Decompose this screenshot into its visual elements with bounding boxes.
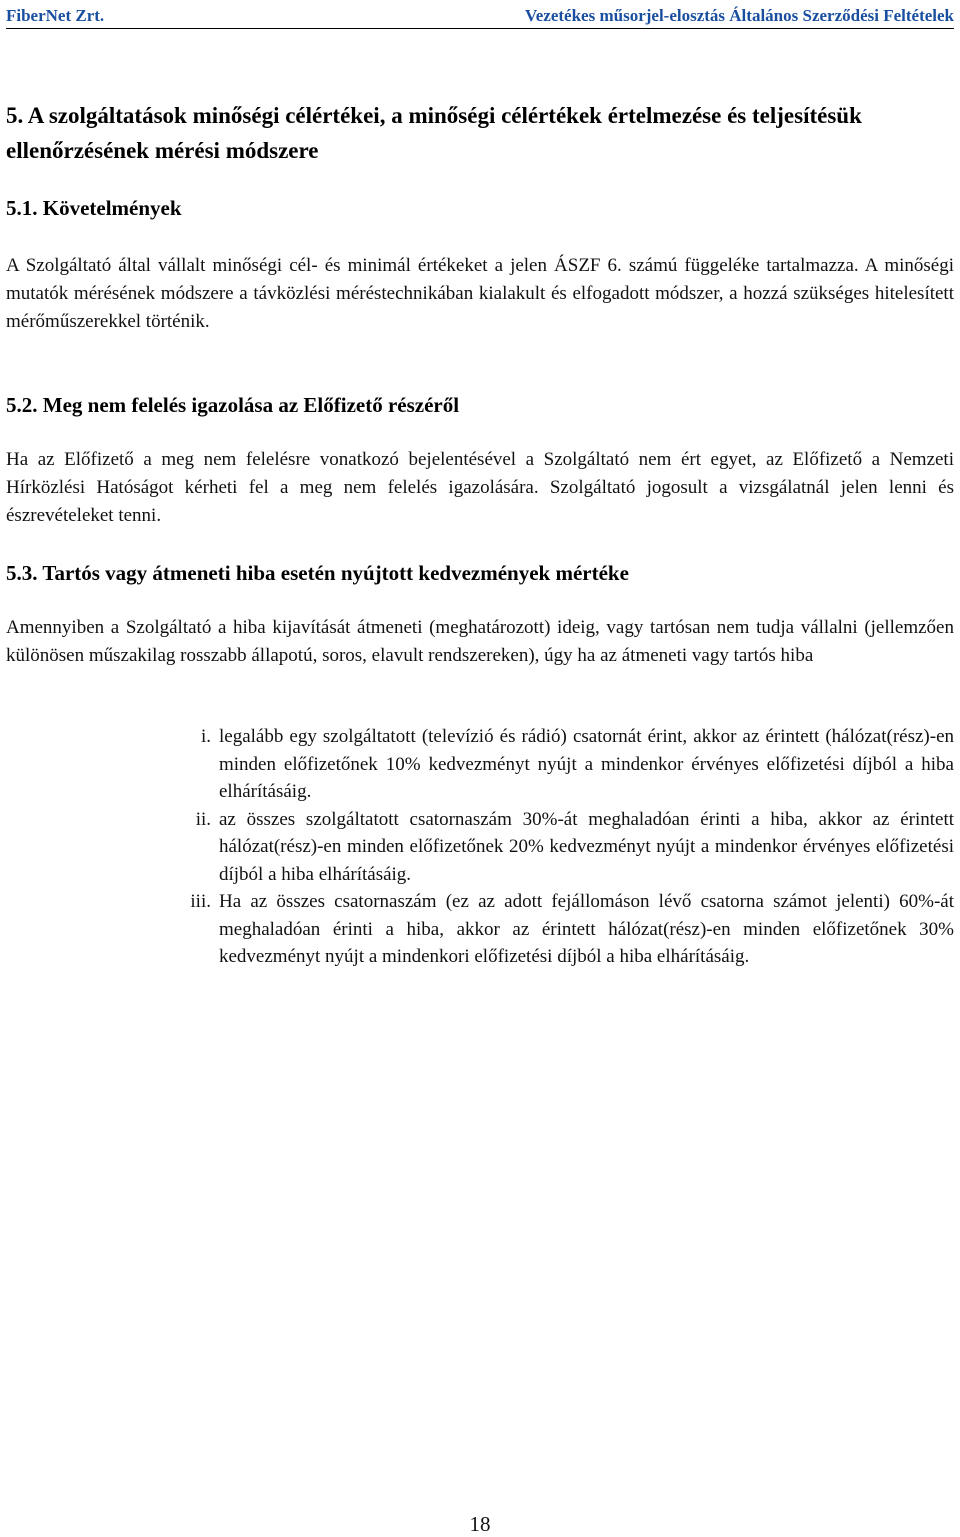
header-doc-title: Vezetékes műsorjel-elosztás Általános Szerződési Feltételek: [525, 6, 954, 25]
list-item-text: Ha az összes csatornaszám (ez az adott fejállomáson lévő csatorna számot jelenti) 60%-át meghaladóan érinti a hiba, akkor az érintett hálózat(rész)-en minden előfizetőnek 30% kedvezményt nyújt a mindenkori előfizetési díjból a hiba elhárításáig.: [219, 891, 954, 967]
section-5-2-heading: 5.2. Meg nem felelés igazolása az Előfizető részéről: [6, 393, 460, 417]
list-item-number: ii.: [195, 808, 211, 830]
list-item-number: iii.: [190, 891, 211, 912]
section-5-heading: 5. A szolgáltatások minőségi célértékei, a minőségi célértékek értelmezése és teljesítésük ellenőrzésének mérési módszere: [6, 103, 862, 163]
page-number: 18: [469, 1512, 491, 1536]
list-item: [6, 723, 954, 806]
section-5-3-heading: 5.3. Tartós vagy átmeneti hiba esetén nyújtott kedvezmények mértéke: [6, 561, 629, 585]
list-item: [6, 888, 954, 971]
section-5-2-paragraph: Ha az Előfizető a meg nem felelésre vonatkozó bejelentésével a Szolgáltató nem ért egyet, az Előfizető a Nemzeti Hírközlési Hatóságot kérheti fel a meg nem felelés igazolására. Szolgáltató jogosult a vizsgálatnál jelen lenni és észrevételeket tenni.: [6, 449, 954, 526]
list-item-text: legalább egy szolgáltatott (televízió és rádió) csatornát érint, akkor az érintett (hálózat(rész)-en minden előfizetőnek 10% kedvezményt nyújt a mindenkor érvényes előfizetési díjból a hiba elhárításáig.: [219, 726, 954, 802]
list-item-text: az összes szolgáltatott csatornaszám 30%-át meghaladóan érinti a hiba, akkor az érintett hálózat(rész)-en minden előfizetőnek 20% kedvezményt nyújt a mindenkor érvényes előfizetési díjból a hiba elhárításáig.: [219, 808, 954, 885]
list-item: [6, 806, 954, 889]
page-header: [6, 4, 954, 29]
discount-list: [6, 723, 954, 971]
section-5-3-paragraph: Amennyiben a Szolgáltató a hiba kijavítását átmeneti (meghatározott) ideig, vagy tartósan nem tudja vállalni (jellemzően különösen műszakilag rosszabb állapotú, soros, elavult rendszereken), úgy ha az átmeneti vagy tartós hiba: [6, 617, 954, 666]
list-item-number: i.: [200, 726, 211, 747]
section-5-1-paragraph: A Szolgáltató által vállalt minőségi cél- és minimál értékeket a jelen ÁSZF 6. számú függeléke tartalmazza. A minőségi mutatók mérésének módszere a távközlési méréstechnikában kialakult és elfogadott módszer, a hozzá szükséges hitelesített mérőműszerekkel történik.: [6, 255, 954, 332]
section-5-1-heading: 5.1. Követelmények: [6, 196, 182, 220]
header-company: FiberNet Zrt.: [6, 6, 105, 25]
